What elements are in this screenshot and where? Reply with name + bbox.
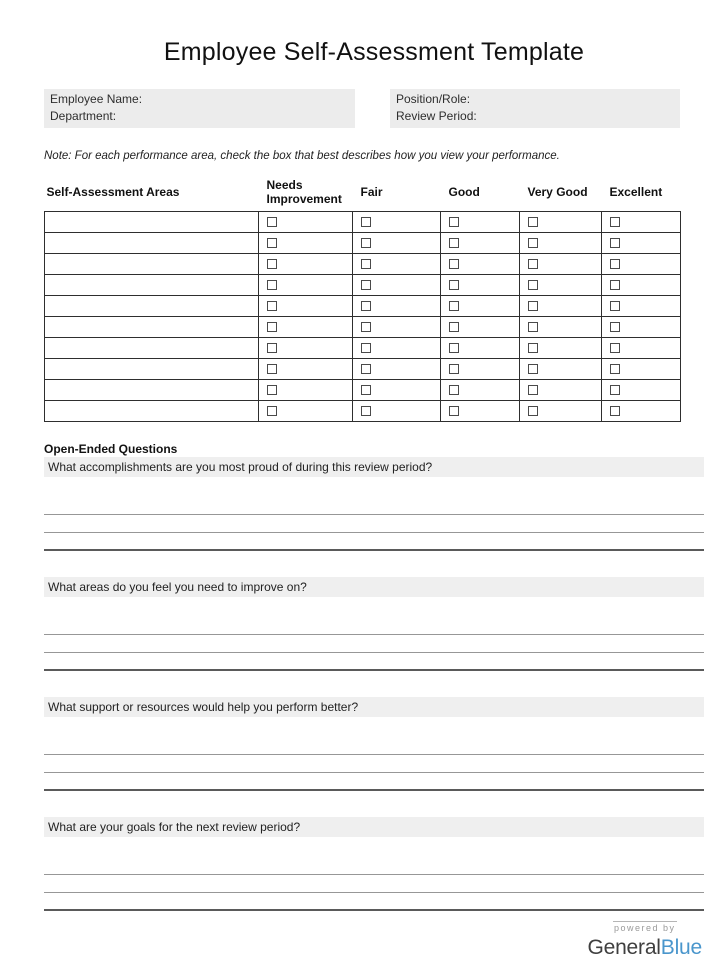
rating-checkbox[interactable] <box>361 406 371 416</box>
rating-checkbox[interactable] <box>267 217 277 227</box>
rating-checkbox[interactable] <box>361 343 371 353</box>
rating-cell <box>520 359 602 380</box>
brand-general-text: General <box>587 936 661 959</box>
rating-checkbox[interactable] <box>449 343 459 353</box>
rating-cell <box>441 233 520 254</box>
rating-cell <box>441 338 520 359</box>
rating-cell <box>602 275 681 296</box>
assessment-row <box>45 296 681 317</box>
assessment-area-cell[interactable] <box>45 254 259 275</box>
footer <box>44 918 704 960</box>
rating-checkbox[interactable] <box>449 364 459 374</box>
rating-checkbox[interactable] <box>361 322 371 332</box>
rating-checkbox[interactable] <box>449 217 459 227</box>
answer-lines <box>44 737 704 791</box>
position-role-field[interactable]: Position/Role: <box>396 92 471 106</box>
rating-checkbox[interactable] <box>610 259 620 269</box>
rating-cell <box>353 401 441 422</box>
rating-cell <box>520 233 602 254</box>
rating-cell <box>520 212 602 233</box>
rating-cell <box>441 296 520 317</box>
rating-checkbox[interactable] <box>267 406 277 416</box>
answer-line[interactable] <box>44 857 704 875</box>
question-block-support <box>44 697 704 791</box>
assessment-area-cell[interactable] <box>45 233 259 254</box>
review-period-field[interactable]: Review Period: <box>396 109 477 123</box>
rating-cell <box>520 254 602 275</box>
rating-checkbox[interactable] <box>528 238 538 248</box>
page-title: Employee Self-Assessment Template <box>163 38 585 66</box>
rating-checkbox[interactable] <box>449 406 459 416</box>
answer-line[interactable] <box>44 755 704 773</box>
rating-cell <box>520 275 602 296</box>
rating-checkbox[interactable] <box>361 259 371 269</box>
rating-cell <box>259 380 353 401</box>
assessment-row <box>45 275 681 296</box>
rating-cell <box>441 401 520 422</box>
rating-cell <box>441 380 520 401</box>
answer-line[interactable] <box>44 617 704 635</box>
rating-checkbox[interactable] <box>610 238 620 248</box>
answer-line[interactable] <box>44 893 704 911</box>
rating-checkbox[interactable] <box>361 280 371 290</box>
answer-line[interactable] <box>44 533 704 551</box>
rating-checkbox[interactable] <box>361 217 371 227</box>
rating-checkbox[interactable] <box>361 238 371 248</box>
answer-line[interactable] <box>44 497 704 515</box>
column-header-very-good: Very Good <box>527 185 588 199</box>
question-support: What support or resources would help you perform better? <box>44 697 704 717</box>
assessment-table-body <box>45 212 681 422</box>
rating-checkbox[interactable] <box>610 280 620 290</box>
rating-checkbox[interactable] <box>267 322 277 332</box>
employee-info-box[interactable] <box>44 89 355 128</box>
instruction-note: Note: For each performance area, check the box that best describes how you view your performance. <box>44 150 560 162</box>
rating-checkbox[interactable] <box>610 217 620 227</box>
answer-line[interactable] <box>44 635 704 653</box>
assessment-area-cell[interactable] <box>45 359 259 380</box>
question-block-accomplishments <box>44 457 704 551</box>
rating-cell <box>520 401 602 422</box>
rating-cell <box>602 359 681 380</box>
assessment-area-cell[interactable] <box>45 380 259 401</box>
rating-checkbox[interactable] <box>528 322 538 332</box>
assessment-area-cell[interactable] <box>45 296 259 317</box>
rating-cell <box>353 317 441 338</box>
rating-cell <box>441 275 520 296</box>
rating-cell <box>520 317 602 338</box>
answer-line[interactable] <box>44 875 704 893</box>
rating-checkbox[interactable] <box>528 385 538 395</box>
rating-checkbox[interactable] <box>267 385 277 395</box>
rating-checkbox[interactable] <box>528 280 538 290</box>
column-header-excellent: Excellent <box>609 185 663 199</box>
brand-wordmark <box>587 936 702 960</box>
powered-by-divider <box>613 921 677 922</box>
rating-checkbox[interactable] <box>528 406 538 416</box>
rating-cell <box>259 338 353 359</box>
brand-blue-text: Blue <box>660 936 702 959</box>
assessment-row <box>45 212 681 233</box>
answer-lines <box>44 617 704 671</box>
assessment-area-cell[interactable] <box>45 401 259 422</box>
assessment-row <box>45 401 681 422</box>
rating-checkbox[interactable] <box>528 364 538 374</box>
rating-cell <box>441 359 520 380</box>
rating-cell <box>353 212 441 233</box>
column-header-good: Good <box>448 185 480 199</box>
rating-checkbox[interactable] <box>267 238 277 248</box>
rating-cell <box>353 275 441 296</box>
rating-checkbox[interactable] <box>449 301 459 311</box>
answer-line[interactable] <box>44 515 704 533</box>
rating-checkbox[interactable] <box>528 343 538 353</box>
open-ended-questions-heading: Open-Ended Questions <box>44 442 178 456</box>
position-info-box[interactable] <box>390 89 680 128</box>
assessment-row <box>45 317 681 338</box>
rating-checkbox[interactable] <box>528 259 538 269</box>
rating-checkbox[interactable] <box>528 301 538 311</box>
rating-cell <box>353 254 441 275</box>
rating-checkbox[interactable] <box>449 238 459 248</box>
rating-cell <box>441 317 520 338</box>
rating-checkbox[interactable] <box>267 280 277 290</box>
generalblue-logo <box>587 918 704 960</box>
rating-checkbox[interactable] <box>449 322 459 332</box>
assessment-area-cell[interactable] <box>45 275 259 296</box>
rating-checkbox[interactable] <box>610 301 620 311</box>
assessment-row <box>45 254 681 275</box>
rating-cell <box>602 296 681 317</box>
column-header-needs-improvement: Needs Improvement <box>266 178 342 206</box>
rating-cell <box>353 380 441 401</box>
rating-cell <box>520 380 602 401</box>
rating-cell <box>602 401 681 422</box>
question-block-goals <box>44 817 704 911</box>
rating-cell <box>602 380 681 401</box>
rating-cell <box>259 317 353 338</box>
self-assessment-table <box>44 178 681 422</box>
powered-by-text: powered by <box>613 923 676 933</box>
rating-cell <box>259 254 353 275</box>
assessment-header-row <box>45 178 681 212</box>
rating-checkbox[interactable] <box>361 364 371 374</box>
rating-cell <box>441 254 520 275</box>
rating-cell <box>353 359 441 380</box>
rating-cell <box>602 212 681 233</box>
answer-line[interactable] <box>44 653 704 671</box>
rating-checkbox[interactable] <box>449 385 459 395</box>
rating-checkbox[interactable] <box>449 259 459 269</box>
rating-cell <box>259 401 353 422</box>
answer-line[interactable] <box>44 737 704 755</box>
rating-cell <box>602 338 681 359</box>
assessment-row <box>45 359 681 380</box>
rating-cell <box>353 338 441 359</box>
rating-checkbox[interactable] <box>610 322 620 332</box>
rating-cell <box>259 296 353 317</box>
rating-checkbox[interactable] <box>610 343 620 353</box>
rating-checkbox[interactable] <box>610 364 620 374</box>
question-accomplishments: What accomplishments are you most proud of during this review period? <box>44 457 704 477</box>
rating-cell <box>259 359 353 380</box>
question-block-improve <box>44 577 704 671</box>
assessment-row <box>45 380 681 401</box>
powered-by-block <box>613 921 677 933</box>
answer-line[interactable] <box>44 773 704 791</box>
header-info-row <box>44 89 680 128</box>
rating-checkbox[interactable] <box>610 385 620 395</box>
department-field[interactable]: Department: <box>50 109 117 123</box>
answer-lines <box>44 857 704 911</box>
rating-checkbox[interactable] <box>528 217 538 227</box>
rating-cell <box>602 317 681 338</box>
rating-checkbox[interactable] <box>610 406 620 416</box>
rating-cell <box>353 296 441 317</box>
assessment-area-cell[interactable] <box>45 212 259 233</box>
column-header-areas: Self-Assessment Areas <box>46 185 180 199</box>
rating-cell <box>441 212 520 233</box>
rating-cell <box>259 212 353 233</box>
rating-checkbox[interactable] <box>449 280 459 290</box>
question-improve: What areas do you feel you need to improve on? <box>44 577 704 597</box>
column-header-fair: Fair <box>360 185 383 199</box>
rating-cell <box>353 233 441 254</box>
rating-cell <box>520 296 602 317</box>
rating-cell <box>259 275 353 296</box>
rating-cell <box>602 254 681 275</box>
rating-cell <box>259 233 353 254</box>
rating-checkbox[interactable] <box>267 364 277 374</box>
rating-checkbox[interactable] <box>267 301 277 311</box>
rating-cell <box>520 338 602 359</box>
employee-name-field[interactable]: Employee Name: <box>50 92 143 106</box>
assessment-row <box>45 338 681 359</box>
rating-checkbox[interactable] <box>361 385 371 395</box>
rating-cell <box>602 233 681 254</box>
rating-checkbox[interactable] <box>267 259 277 269</box>
assessment-area-cell[interactable] <box>45 317 259 338</box>
rating-checkbox[interactable] <box>361 301 371 311</box>
assessment-area-cell[interactable] <box>45 338 259 359</box>
assessment-row <box>45 233 681 254</box>
answer-lines <box>44 497 704 551</box>
rating-checkbox[interactable] <box>267 343 277 353</box>
question-goals: What are your goals for the next review period? <box>44 817 704 837</box>
